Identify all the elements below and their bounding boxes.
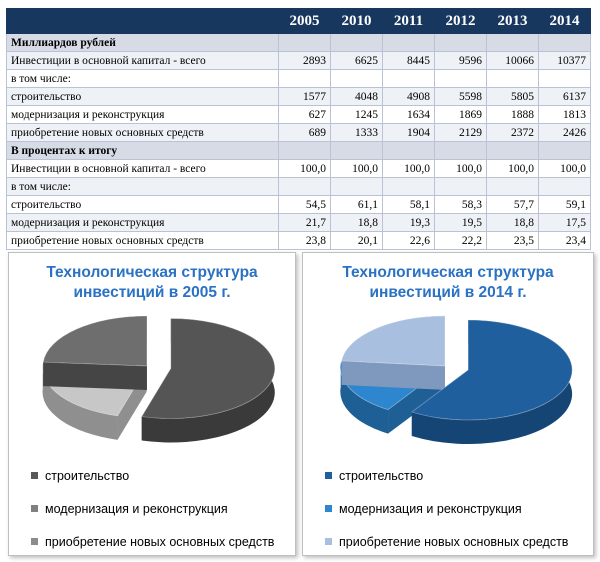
chart-panel-2005 bbox=[8, 252, 296, 556]
value-cell bbox=[331, 178, 383, 196]
legend-item bbox=[325, 525, 568, 558]
legend-2005 bbox=[31, 459, 274, 558]
value-cell: 6625 bbox=[331, 52, 383, 70]
value-cell: 100,0 bbox=[279, 160, 331, 178]
value-cell: 2372 bbox=[487, 124, 539, 142]
value-cell: 20,1 bbox=[331, 232, 383, 250]
value-cell: 100,0 bbox=[539, 160, 591, 178]
value-cell: 19,3 bbox=[383, 214, 435, 232]
row-label: модернизация и реконструкция bbox=[7, 214, 279, 232]
value-cell: 2426 bbox=[539, 124, 591, 142]
year-header: 2011 bbox=[383, 9, 435, 34]
value-cell: 23,4 bbox=[539, 232, 591, 250]
value-cell: 1333 bbox=[331, 124, 383, 142]
value-cell: 1813 bbox=[539, 106, 591, 124]
legend-swatch bbox=[325, 472, 332, 479]
legend-label: модернизация и реконструкция bbox=[45, 501, 228, 516]
legend-label: модернизация и реконструкция bbox=[339, 501, 522, 516]
value-cell: 19,5 bbox=[435, 214, 487, 232]
value-cell bbox=[331, 34, 383, 52]
table-row bbox=[7, 214, 591, 232]
value-cell: 1634 bbox=[383, 106, 435, 124]
value-cell bbox=[435, 34, 487, 52]
value-cell: 61,1 bbox=[331, 196, 383, 214]
value-cell bbox=[383, 70, 435, 88]
value-cell: 23,5 bbox=[487, 232, 539, 250]
value-cell bbox=[383, 34, 435, 52]
pie-slice-top bbox=[43, 316, 147, 366]
year-header: 2013 bbox=[487, 9, 539, 34]
legend-swatch bbox=[31, 505, 38, 512]
value-cell: 5598 bbox=[435, 88, 487, 106]
value-cell: 627 bbox=[279, 106, 331, 124]
value-cell bbox=[487, 142, 539, 160]
value-cell bbox=[331, 142, 383, 160]
value-cell: 6137 bbox=[539, 88, 591, 106]
value-cell: 58,1 bbox=[383, 196, 435, 214]
value-cell: 22,2 bbox=[435, 232, 487, 250]
chart-title-2005: Технологическая структура инвестиций в 2005 г. bbox=[46, 264, 258, 301]
value-cell: 5805 bbox=[487, 88, 539, 106]
value-cell bbox=[435, 178, 487, 196]
value-cell: 100,0 bbox=[435, 160, 487, 178]
value-cell: 9596 bbox=[435, 52, 487, 70]
value-cell: 100,0 bbox=[487, 160, 539, 178]
table-row bbox=[7, 70, 591, 88]
legend-swatch bbox=[325, 505, 332, 512]
value-cell: 1904 bbox=[383, 124, 435, 142]
header-blank-cell bbox=[7, 9, 279, 34]
value-cell: 21,7 bbox=[279, 214, 331, 232]
pie-slice bbox=[43, 316, 147, 390]
chart-title-2014: Технологическая структура инвестиций в 2014 г. bbox=[342, 264, 554, 301]
value-cell bbox=[539, 178, 591, 196]
legend-2014 bbox=[325, 459, 568, 558]
row-label: приобретение новых основных средств bbox=[7, 124, 279, 142]
row-label: В процентах к итогу bbox=[7, 142, 279, 160]
pie-slice-top bbox=[342, 316, 445, 366]
value-cell: 1888 bbox=[487, 106, 539, 124]
row-label: Миллиардов рублей bbox=[7, 34, 279, 52]
pie-slice bbox=[342, 316, 445, 390]
value-cell: 58,3 bbox=[435, 196, 487, 214]
value-cell bbox=[487, 34, 539, 52]
value-cell bbox=[435, 70, 487, 88]
value-cell: 2129 bbox=[435, 124, 487, 142]
pie-chart-2005 bbox=[9, 311, 295, 461]
table-row bbox=[7, 196, 591, 214]
table-row bbox=[7, 52, 591, 70]
pie-slice-wall bbox=[43, 362, 147, 390]
row-label: модернизация и реконструкция bbox=[7, 106, 279, 124]
legend-label: строительство bbox=[339, 468, 424, 483]
value-cell: 57,7 bbox=[487, 196, 539, 214]
legend-swatch bbox=[31, 472, 38, 479]
table-row bbox=[7, 106, 591, 124]
row-label: приобретение новых основных средств bbox=[7, 232, 279, 250]
value-cell bbox=[383, 142, 435, 160]
value-cell bbox=[539, 70, 591, 88]
chart-panel-2014 bbox=[302, 252, 594, 556]
table-row bbox=[7, 178, 591, 196]
value-cell: 10377 bbox=[539, 52, 591, 70]
value-cell: 17,5 bbox=[539, 214, 591, 232]
value-cell: 18,8 bbox=[331, 214, 383, 232]
legend-swatch bbox=[31, 538, 38, 545]
value-cell: 4048 bbox=[331, 88, 383, 106]
value-cell bbox=[279, 178, 331, 196]
pie-slice bbox=[142, 318, 275, 442]
table-section-row bbox=[7, 142, 591, 160]
year-header: 2010 bbox=[331, 9, 383, 34]
value-cell: 100,0 bbox=[383, 160, 435, 178]
value-cell: 18,8 bbox=[487, 214, 539, 232]
legend-label: приобретение новых основных средств bbox=[339, 534, 569, 549]
table-row bbox=[7, 160, 591, 178]
value-cell bbox=[279, 70, 331, 88]
year-header: 2014 bbox=[539, 9, 591, 34]
table-row bbox=[7, 232, 591, 250]
value-cell bbox=[487, 70, 539, 88]
row-label: строительство bbox=[7, 196, 279, 214]
value-cell: 54,5 bbox=[279, 196, 331, 214]
row-label: Инвестиции в основной капитал - всего bbox=[7, 160, 279, 178]
value-cell bbox=[279, 142, 331, 160]
table-row bbox=[7, 88, 591, 106]
row-label: в том числе: bbox=[7, 178, 279, 196]
row-label: в том числе: bbox=[7, 70, 279, 88]
value-cell: 100,0 bbox=[331, 160, 383, 178]
value-cell bbox=[435, 142, 487, 160]
year-header: 2005 bbox=[279, 9, 331, 34]
value-cell: 689 bbox=[279, 124, 331, 142]
value-cell bbox=[539, 142, 591, 160]
value-cell: 4908 bbox=[383, 88, 435, 106]
legend-item bbox=[325, 459, 568, 492]
value-cell bbox=[331, 70, 383, 88]
legend-item bbox=[31, 492, 274, 525]
value-cell bbox=[487, 178, 539, 196]
value-cell: 59,1 bbox=[539, 196, 591, 214]
legend-item bbox=[31, 525, 274, 558]
legend-label: строительство bbox=[45, 468, 130, 483]
pie-chart-2014 bbox=[303, 311, 593, 461]
year-header: 2012 bbox=[435, 9, 487, 34]
legend-label: приобретение новых основных средств bbox=[45, 534, 275, 549]
value-cell: 8445 bbox=[383, 52, 435, 70]
table-header-row bbox=[7, 9, 591, 34]
value-cell: 2893 bbox=[279, 52, 331, 70]
value-cell: 22,6 bbox=[383, 232, 435, 250]
value-cell bbox=[279, 34, 331, 52]
row-label: Инвестиции в основной капитал - всего bbox=[7, 52, 279, 70]
value-cell: 23,8 bbox=[279, 232, 331, 250]
value-cell bbox=[539, 34, 591, 52]
table-row bbox=[7, 124, 591, 142]
value-cell bbox=[383, 178, 435, 196]
value-cell: 1869 bbox=[435, 106, 487, 124]
row-label: строительство bbox=[7, 88, 279, 106]
value-cell: 1245 bbox=[331, 106, 383, 124]
investment-table bbox=[6, 8, 591, 250]
legend-swatch bbox=[325, 538, 332, 545]
table-section-row bbox=[7, 34, 591, 52]
legend-item bbox=[325, 492, 568, 525]
value-cell: 1577 bbox=[279, 88, 331, 106]
legend-item bbox=[31, 459, 274, 492]
value-cell: 10066 bbox=[487, 52, 539, 70]
